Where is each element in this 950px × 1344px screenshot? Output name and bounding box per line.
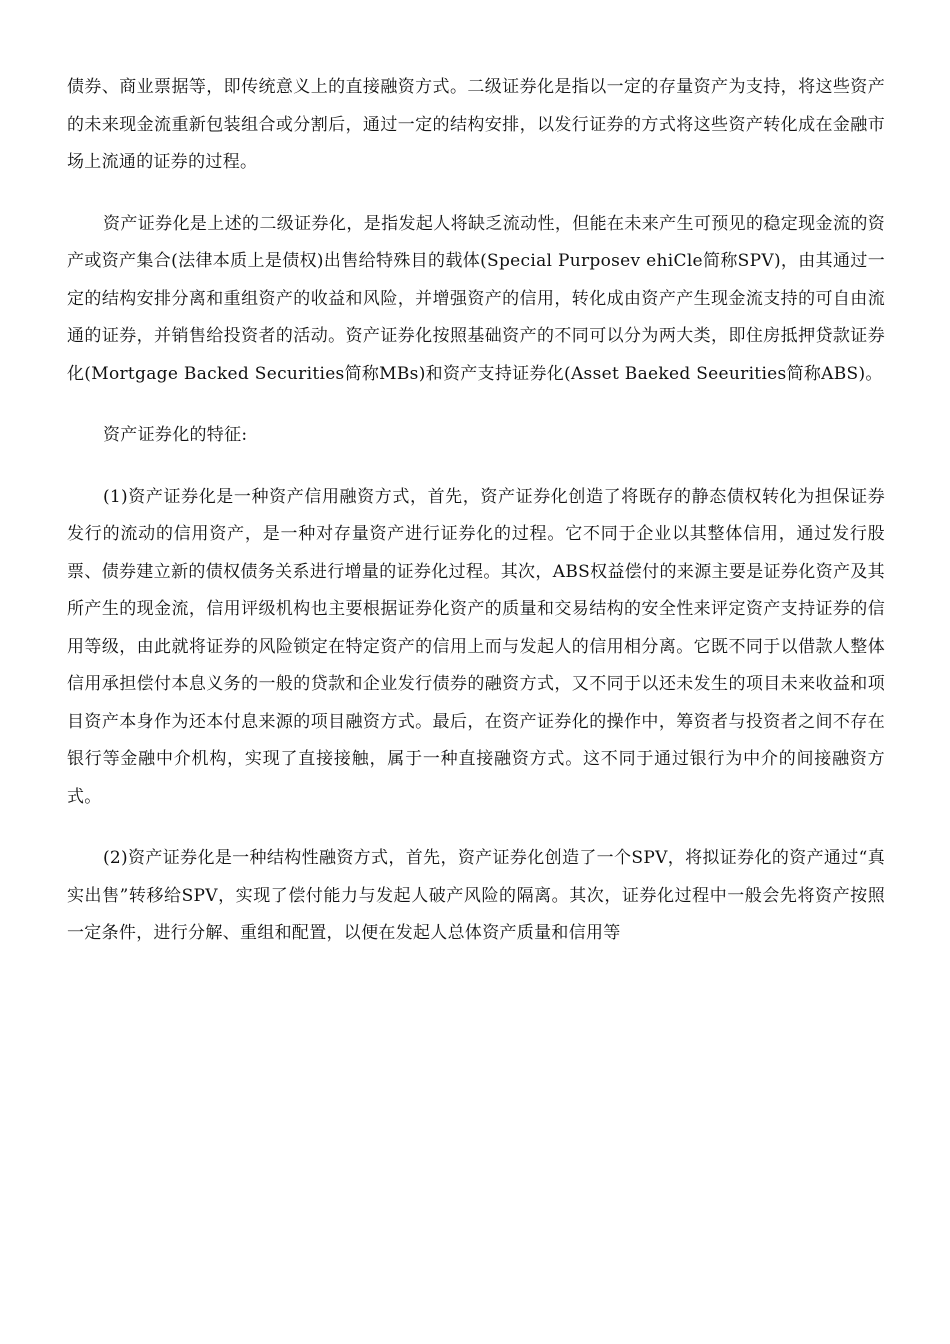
paragraph-feature-1: (1)资产证券化是一种资产信用融资方式，首先，资产证券化创造了将既存的静态债权转化为担保证券发行的流动的信用资产，是一种对存量资产进行证券化的过程。它不同于企业以其整体信用，通过发行股票、债券建立新的债权债务关系进行增量的证券化过程。其次，ABS权益偿付的来源主要是证券化资产及其所产生的现金流，信用评级机构也主要根据证券化资产的质量和交易结构的安全性来评定资产支持证券的信用等级，由此就将证券的风险锁定在特定资产的信用上而与发起人的信用相分离。它既不同于以借款人整体信用承担偿付本息义务的一般的贷款和企业发行债券的融资方式，又不同于以还未发生的项目未来收益和项目资产本身作为还本付息来源的项目融资方式。最后，在资产证券化的操作中，筹资者与投资者之间不存在银行等金融中介机构，实现了直接接触，属于一种直接融资方式。这不同于通过银行为中介的间接融资方式。 xyxy=(67,486,885,807)
paragraph-definition: 资产证券化是上述的二级证券化，是指发起人将缺乏流动性，但能在未来产生可预见的稳定现金流的资产或资产集合(法律本质上是债权)出售给特殊目的载体(Special Purposev ehiCle简称SPV)，由其通过一定的结构安排分离和重组资产的收益和风险，并增强资产的信用，转化成由资产产生现金流支持的可自由流通的证券，并销售给投资者的活动。资产证券化按照基础资产的不同可以分为两大类，即住房抵押贷款证券化(Mortgage Backed Securities简称MBs)和资产支持证券化(Asset Baeked Seeurities简称ABS)。 xyxy=(67,213,885,384)
paragraph-continuation: 债券、商业票据等，即传统意义上的直接融资方式。二级证券化是指以一定的存量资产为支持，将这些资产的未来现金流重新包装组合或分割后，通过一定的结构安排，以发行证券的方式将这些资产转化成在金融市场上流通的证券的过程。 xyxy=(67,77,885,172)
paragraph-features-heading: 资产证券化的特征: xyxy=(103,425,248,445)
paragraph-feature-2: (2)资产证券化是一种结构性融资方式，首先，资产证券化创造了一个SPV，将拟证券化的资产通过“真实出售”转移给SPV，实现了偿付能力与发起人破产风险的隔离。其次，证券化过程中一般会先将资产按照一定条件，进行分解、重组和配置，以便在发起人总体资产质量和信用等 xyxy=(67,848,885,943)
document-page xyxy=(67,69,885,953)
